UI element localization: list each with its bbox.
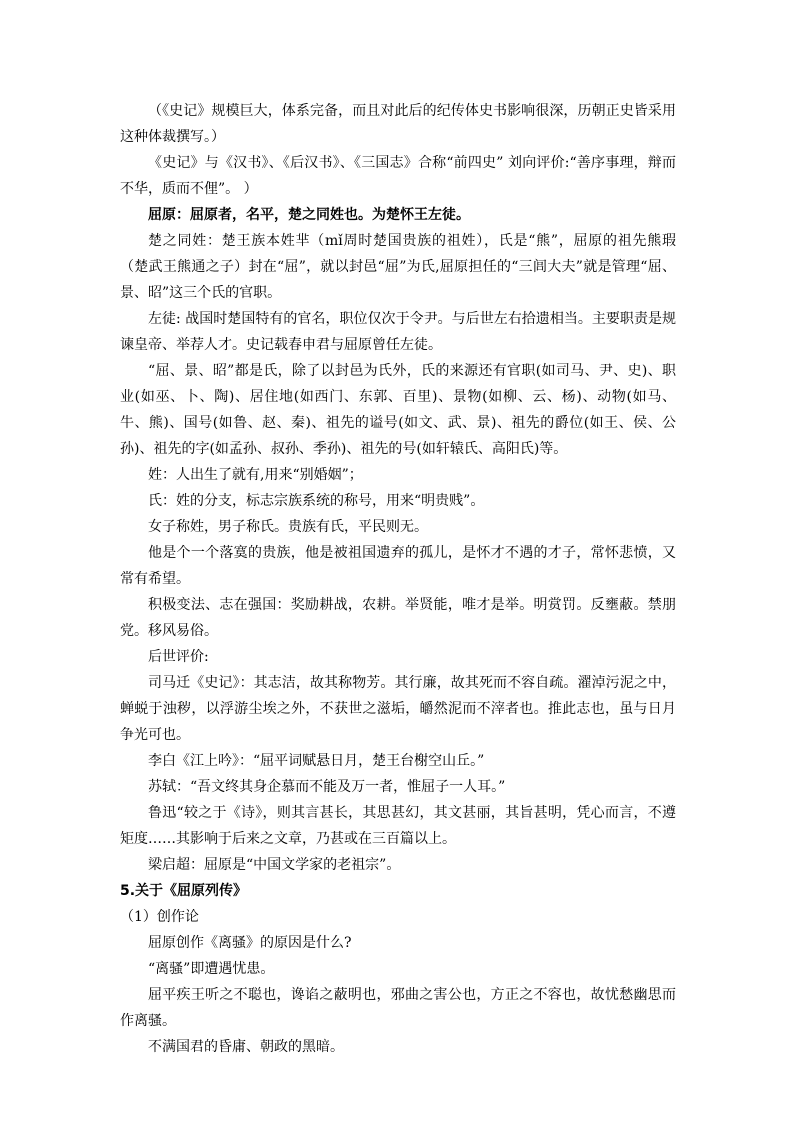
paragraph: 司马迁《史记》：其志洁，故其称物芳。其行廉，故其死而不容自疏。濯淖污泥之中，蝉蜕于浊秽，以浮游尘埃之外，不获世之滋垢，皭然泥而不滓者也。推此志也，虽与日月争光可也。 [120, 675, 676, 743]
paragraph: 氏：姓的分支，标志宗族系统的称号，用来“明贵贱”。 [148, 493, 485, 509]
paragraph: “离骚”即遭遇忧患。 [148, 961, 275, 977]
paragraph: 李白《江上吟》：“屈平词赋悬日月，楚王台榭空山丘。” [148, 753, 485, 769]
paragraph: 姓：人出生了就有,用来“别婚姻”； [148, 467, 363, 483]
paragraph: 《史记》与《汉书》、《后汉书》、《三国志》合称“前四史” 刘向评价:“善序事理，辩而不华，质而不俚”。 ） [120, 155, 676, 197]
paragraph: 苏轼：“吾文终其身企慕而不能及万一者，惟屈子一人耳。” [148, 779, 506, 795]
paragraph: 屈原创作《离骚》的原因是什么? [148, 935, 352, 951]
paragraph: 他是个一个落寞的贵族，他是被祖国遗弃的孤儿，是怀才不遇的才子，常怀悲愤，又常有希望。 [120, 545, 676, 587]
paragraph: 屈原：屈原者，名平，楚之同姓也。为楚怀王左徒。 [148, 207, 470, 223]
paragraph: 积极变法、志在强国：奖励耕战，农耕。举贤能，唯才是举。明赏罚。反壅蔽。禁朋党。移风易俗。 [120, 597, 676, 639]
paragraph: 女子称姓，男子称氏。贵族有氏，平民则无。 [148, 519, 428, 535]
paragraph: 鲁迅“较之于《诗》，则其言甚长，其思甚幻，其文甚丽，其旨甚明，凭心而言，不遵矩度……其影响于后来之文章，乃甚或在三百篇以上。 [120, 805, 676, 847]
section-heading: 5.关于《屈原列传》 [120, 883, 248, 899]
paragraph: 后世评价: [148, 649, 209, 665]
paragraph: “屈、景、昭”都是氏，除了以封邑为氏外，氏的来源还有官职(如司马、尹、史)、职业(如巫、卜、陶)、居住地(如西门、东郭、百里)、景物(如柳、云、杨)、动物(如马、牛、熊)、国号(如鲁、赵、秦)、祖先的谥号(如文、武、景)、祖先的爵位(如王、侯、公孙)、祖先的字(如孟孙、叔孙、季孙)、祖先的号(如轩辕氏、高阳氏)等。 [120, 363, 676, 457]
paragraph: （《史记》规模巨大，体系完备，而且对此后的纪传体史书影响很深，历朝正史皆采用这种体裁撰写。） [120, 103, 676, 145]
paragraph: （1）创作论 [120, 909, 199, 925]
paragraph: 梁启超：屈原是“中国文学家的老祖宗”。 [148, 857, 401, 873]
document-body [120, 98, 676, 1060]
paragraph: 不满国君的昏庸、朝政的黑暗。 [148, 1039, 344, 1055]
paragraph: 左徒: 战国时楚国特有的官名，职位仅次于令尹。与后世左右拾遗相当。主要职责是规谏皇帝、举荐人才。史记载春申君与屈原曾任左徒。 [120, 311, 676, 353]
paragraph: 屈平疾王听之不聪也，谗谄之蔽明也，邪曲之害公也，方正之不容也，故忧愁幽思而作离骚。 [120, 987, 676, 1029]
paragraph: 楚之同姓：楚王族本姓芈（mǐ周时楚国贵族的祖姓），氏是“熊”，屈原的祖先熊瑕（楚武王熊通之子）封在“屈”，就以封邑“屈”为氏,屈原担任的“三闾大夫”就是管理“屈、景、昭”这三个氏的官职。 [120, 233, 676, 301]
